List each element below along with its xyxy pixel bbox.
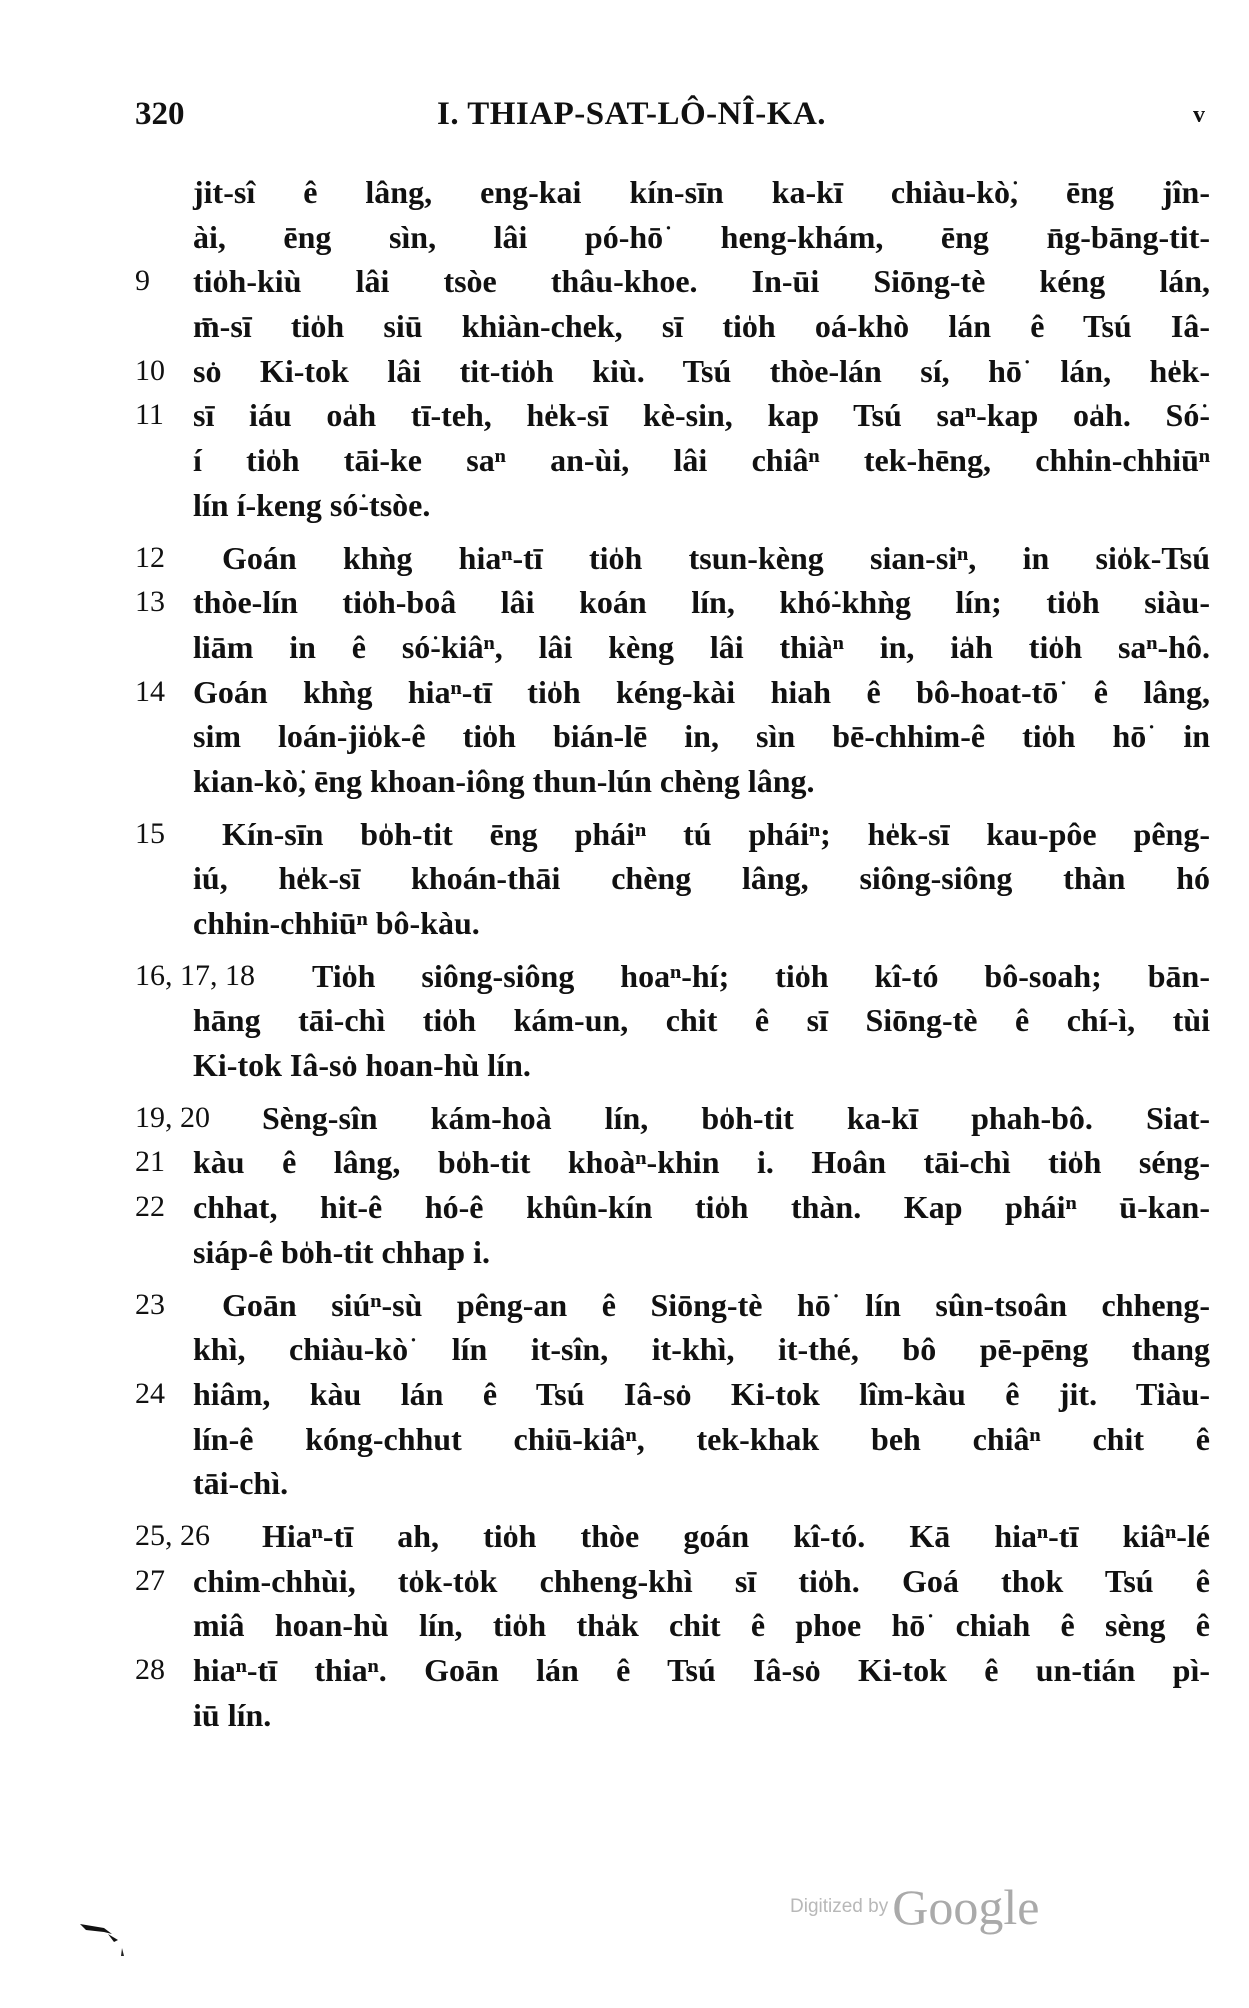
text-line (130, 1559, 1210, 1604)
text-line (130, 625, 1210, 670)
body-text (130, 170, 1210, 1737)
verse-number: 15 (135, 816, 165, 850)
text-line (130, 1327, 1210, 1372)
text-line (130, 714, 1210, 759)
verse-number: 22 (135, 1190, 165, 1224)
text-line (130, 1372, 1210, 1417)
line-text: kian-kò͘, ēng khoan-iông thun-lún chèng lâng. (193, 762, 815, 799)
ink-smudge-mark (78, 1918, 142, 1958)
text-line (130, 1185, 1210, 1230)
verse-number: 11 (135, 398, 164, 432)
verse-number: 12 (135, 540, 165, 574)
line-text: Goán khǹg hiaⁿ-tī tio̍h kéng-kài hiah ê bô-hoat-tō͘ ê lâng, (193, 673, 1210, 710)
text-line (130, 170, 1210, 215)
verse-number: 19, 20 (135, 1100, 210, 1134)
line-text: chhat, hit-ê hó-ê khûn-kín tio̍h thàn. Kap pháiⁿ ū-kan- (193, 1189, 1210, 1226)
text-line (130, 998, 1210, 1043)
text-line (130, 580, 1210, 625)
line-text: lín í-keng só͘-tsòe. (193, 486, 431, 523)
text-line (130, 759, 1210, 804)
text-line (130, 670, 1210, 715)
digitized-by-watermark (790, 1878, 1039, 1938)
text-line (130, 812, 1210, 857)
verse-number: 10 (135, 353, 165, 387)
line-text: khì, chiàu-kò͘ lín it-sîn, it-khì, it-thé, bô pē-pēng thang (193, 1331, 1210, 1368)
text-line (130, 1461, 1210, 1506)
line-text: Tio̍h siông-siông hoaⁿ-hí; tio̍h kî-tó bô-soah; bān- (312, 957, 1210, 994)
verse-number: 27 (135, 1563, 165, 1597)
line-text: Goán khǹg hiaⁿ-tī tio̍h tsun-kèng sian-siⁿ, in sio̍k-Tsú (222, 539, 1210, 576)
verse-number: 14 (135, 674, 165, 708)
text-line (130, 901, 1210, 946)
text-line (130, 259, 1210, 304)
google-logo-text: Google (892, 1879, 1040, 1935)
verse-number: 25, 26 (135, 1518, 210, 1552)
page-number: 320 (135, 96, 185, 132)
line-text: tio̍h-kiù lâi tsòe thâu-khoe. In-ūi Siōng-tè kéng lán, (193, 263, 1210, 300)
text-line (130, 536, 1210, 581)
text-line (130, 1140, 1210, 1185)
line-text: Kín-sīn bo̍h-tit ēng pháiⁿ tú pháiⁿ; he̍k-sī kau-pôe pêng- (222, 815, 1210, 852)
text-line (130, 483, 1210, 528)
verse-number: 9 (135, 264, 150, 298)
verse-number: 24 (135, 1376, 165, 1410)
line-text: iū lín. (193, 1696, 272, 1733)
text-line (130, 1648, 1210, 1693)
line-text: tāi-chì. (193, 1465, 289, 1502)
line-text: Goān siúⁿ-sù pêng-an ê Siōng-tè hō͘ lín sûn-tsoân chheng- (222, 1286, 1210, 1323)
line-text: í tio̍h tāi-ke saⁿ an-ùi, lâi chiâⁿ tek-hēng, chhin-chhiūⁿ (193, 442, 1210, 479)
text-line (130, 393, 1210, 438)
verse-number: 13 (135, 585, 165, 619)
text-line (130, 1230, 1210, 1275)
running-title: I. THIAP-SAT-LÔ-NÎ-KA. (437, 96, 827, 132)
verse-number: 23 (135, 1287, 165, 1321)
line-text: ài, ēng sìn, lâi pó-hō͘ heng-khám, ēng n̄g-bāng-tit- (193, 218, 1210, 255)
line-text: sī iáu oa̍h tī-teh, he̍k-sī kè-sin, kap Tsú saⁿ-kap oa̍h. Só͘- (193, 397, 1210, 434)
verse-number: 28 (135, 1653, 165, 1686)
line-text: thòe-lín tio̍h-boâ lâi koán lín, khó͘-khǹg lín; tio̍h siàu- (193, 584, 1210, 621)
line-text: Ki-tok Iâ-so͘ hoan-hù lín. (193, 1047, 531, 1084)
line-text: Hiaⁿ-tī ah, tio̍h thòe goán kî-tó. Kā hiaⁿ-tī kiâⁿ-lé (262, 1517, 1210, 1554)
line-text: kàu ê lâng, bo̍h-tit khoàⁿ-khin i. Hoân tāi-chì tio̍h séng- (193, 1144, 1210, 1181)
line-text: siáp-ê bo̍h-tit chhap i. (193, 1233, 490, 1270)
page-header (135, 96, 1205, 146)
text-line (130, 1693, 1210, 1738)
line-text: chim-chhùi, to̍k-to̍k chheng-khì sī tio̍h. Goá thok Tsú ê (193, 1562, 1210, 1599)
line-text: hiaⁿ-tī thiaⁿ. Goān lán ê Tsú Iâ-so͘ Ki-tok ê un-tián pì- (193, 1652, 1210, 1688)
text-line (130, 349, 1210, 394)
verse-number: 21 (135, 1145, 165, 1179)
line-text: sim loán-jio̍k-ê tio̍h bián-lē in, sìn bē-chhim-ê tio̍h hō͘ in (193, 718, 1210, 755)
line-text: Sèng-sîn kám-hoà lín, bo̍h-tit ka-kī phah-bô. Siat- (262, 1099, 1210, 1136)
signature-mark: v (1193, 102, 1205, 128)
text-line (130, 1514, 1210, 1559)
text-line (130, 215, 1210, 260)
line-text: m̄-sī tio̍h siū khiàn-chek, sī tio̍h oá-khò lán ê Tsú Iâ- (193, 308, 1210, 345)
text-line (130, 1283, 1210, 1328)
line-text: miâ hoan-hù lín, tio̍h tha̍k chit ê phoe hō͘ chiah ê sèng ê (193, 1607, 1210, 1644)
line-text: chhin-chhiūⁿ bô-kàu. (193, 905, 480, 941)
text-line (130, 1043, 1210, 1088)
text-line (130, 954, 1210, 999)
line-text: so͘ Ki-tok lâi tit-tio̍h kiù. Tsú thòe-lán sí, hō͘ lán, he̍k- (193, 352, 1210, 389)
text-line (130, 1096, 1210, 1141)
line-text: lín-ê kóng-chhut chiū-kiâⁿ, tek-khak beh chiâⁿ chit ê (193, 1420, 1210, 1457)
text-line (130, 1603, 1210, 1648)
text-line (130, 856, 1210, 901)
text-line (130, 438, 1210, 483)
text-line (130, 304, 1210, 349)
watermark-prefix: Digitized by (790, 1896, 889, 1917)
line-text: jit-sî ê lâng, eng-kai kín-sīn ka-kī chiàu-kò͘, ēng jîn- (193, 174, 1210, 210)
text-line (130, 1417, 1210, 1462)
verse-number: 16, 17, 18 (135, 958, 255, 992)
line-text: hiâm, kàu lán ê Tsú Iâ-so͘ Ki-tok lîm-kàu ê jit. Tiàu- (193, 1375, 1210, 1412)
line-text: hāng tāi-chì tio̍h kám-un, chit ê sī Siōng-tè ê chí-ì, tùi (193, 1002, 1210, 1039)
line-text: iú, he̍k-sī khoán-thāi chèng lâng, siông-siông thàn hó (193, 860, 1210, 897)
line-text: liām in ê só͘-kiâⁿ, lâi kèng lâi thiàⁿ in, ia̍h tio̍h saⁿ-hô. (193, 628, 1210, 665)
